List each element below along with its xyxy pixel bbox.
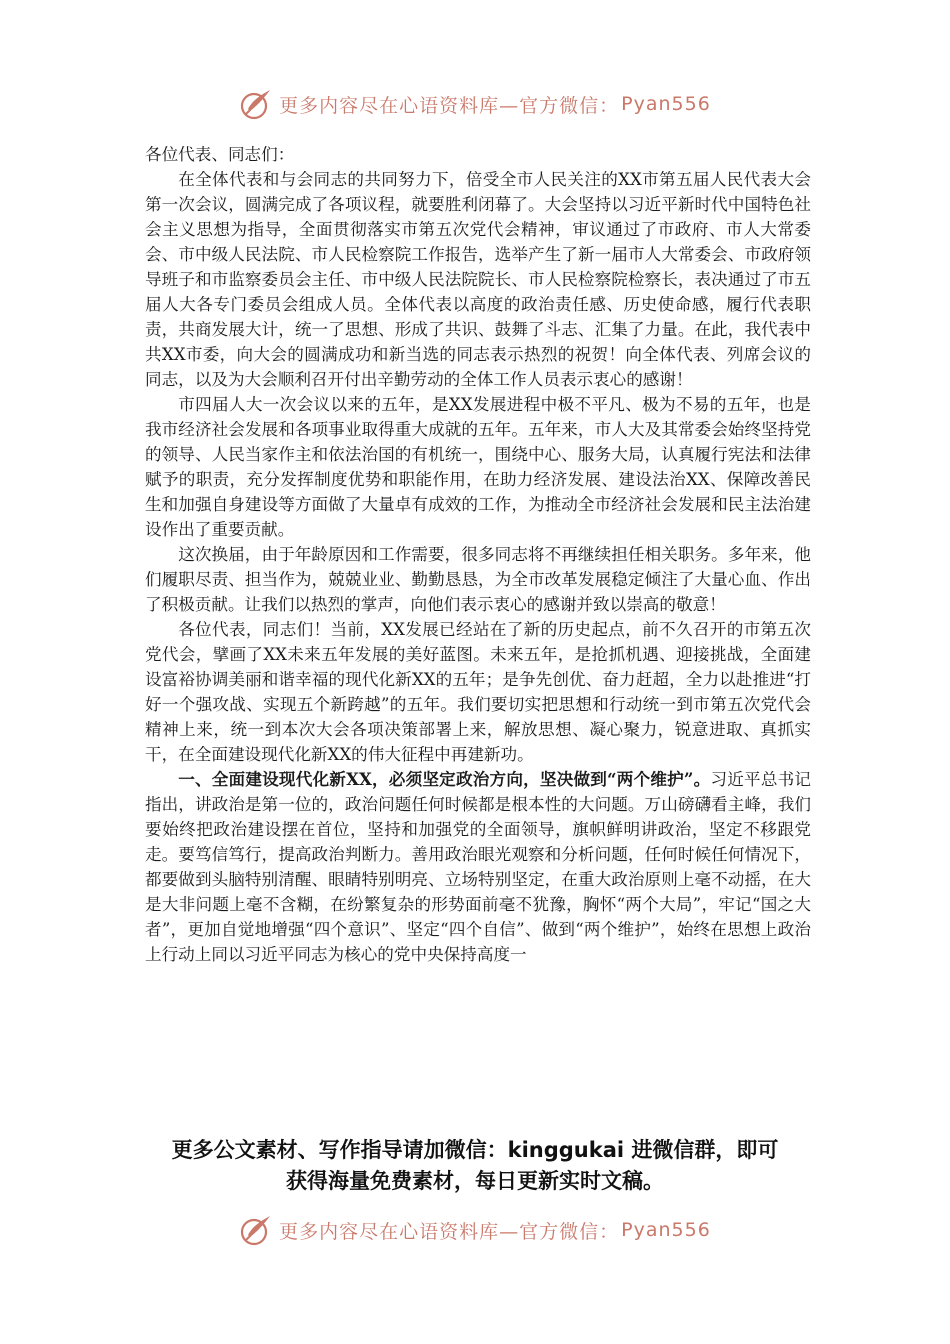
promo-notice xyxy=(0,1135,950,1197)
watermark-banner-bottom xyxy=(0,1210,950,1250)
paragraph-2: 市四届人大一次会议以来的五年，是XX发展进程中极不平凡、极为不易的五年，也是我市经济社会发展和各项事业取得重大成就的五年。五年来，市人大及其常委会始终坚持党的领导、人民当家作主和依法治国的有机统一，围绕中心、服务大局，认真履行宪法和法律赋予的职责，充分发挥制度优势和职能作用，在助力经济发展、建设法治XX、保障改善民生和加强自身建设等方面做了大量卓有成效的工作，为推动全市经济社会发展和民主法治建设作出了重要贡献。 xyxy=(145,395,811,539)
quill-seal-icon xyxy=(239,87,273,121)
section-body: 习近平总书记指出，讲政治是第一位的，政治问题任何时候都是根本性的大问题。万山磅礴看主峰，我们要始终把政治建设摆在首位，坚持和加强党的全面领导，旗帜鲜明讲政治，坚定不移跟党走。要笃信笃行，提高政治判断力。善用政治眼光观察和分析问题，任何时候任何情况下，都要做到头脑特别清醒、眼睛特别明亮、立场特别坚定，在重大政治原则上毫不动摇，在大是大非问题上毫不含糊，在纷繁复杂的形势面前毫不犹豫，胸怀“两个大局”，牢记“国之大者”，更加自觉地增强“四个意识”、坚定“四个自信”、做到“两个维护”，始终在思想上政治上行动上同以习近平同志为核心的党中央保持高度一 xyxy=(145,770,812,964)
section-heading: 一、全面建设现代化新XX，必须坚定政治方向，坚决做到“两个维护”。 xyxy=(178,769,711,789)
watermark-banner-top xyxy=(0,84,950,124)
paragraph-3: 这次换届，由于年龄原因和工作需要，很多同志将不再继续担任相关职务。多年来，他们履职尽责、担当作为，兢兢业业、勤勤恳恳，为全市改革发展稳定倾注了大量心血、作出了积极贡献。让我们以热烈的掌声，向他们表示衷心的感谢并致以崇高的敬意！ xyxy=(145,545,811,614)
salutation: 各位代表、同志们： xyxy=(145,145,295,164)
watermark-wechat-id: Pyan556 xyxy=(621,93,711,115)
section-1 xyxy=(145,767,811,967)
promo-line-1: 更多公文素材、写作指导请加微信：kinggukai 进微信群，即可 xyxy=(171,1138,779,1162)
watermark-text: 更多内容尽在心语资料库—官方微信： xyxy=(279,1220,620,1243)
promo-line-2: 获得海量免费素材，每日更新实时文稿。 xyxy=(286,1169,664,1193)
quill-seal-icon xyxy=(239,1213,273,1247)
watermark-text: 更多内容尽在心语资料库—官方微信： xyxy=(279,94,620,117)
document-body xyxy=(145,142,811,967)
paragraph-1: 在全体代表和与会同志的共同努力下，倍受全市人民关注的XX市第五届人民代表大会第一次会议，圆满完成了各项议程，就要胜利闭幕了。大会坚持以习近平新时代中国特色社会主义思想为指导，全面贯彻落实市第五次党代会精神，审议通过了市政府、市人大常委会、市中级人民法院、市人民检察院工作报告，选举产生了新一届市人大常委会、市政府领导班子和市监察委员会主任、市中级人民法院院长、市人民检察院检察长，表决通过了市五届人大各专门委员会组成人员。全体代表以高度的政治责任感、历史使命感，履行代表职责，共商发展大计，统一了思想、形成了共识、鼓舞了斗志、汇集了力量。在此，我代表中共XX市委，向大会的圆满成功和新当选的同志表示热烈的祝贺！向全体代表、列席会议的同志，以及为大会顺利召开付出辛勤劳动的全体工作人员表示衷心的感谢！ xyxy=(145,170,811,389)
paragraph-4: 各位代表，同志们！当前，XX发展已经站在了新的历史起点，前不久召开的市第五次党代会，擘画了XX未来五年发展的美好蓝图。未来五年，是抢抓机遇、迎接挑战，全面建设富裕协调美丽和谐幸福的现代化新XX的五年；是争先创优、奋力赶超，全力以赴推进“打好一个强攻战、实现五个新跨越”的五年。我们要切实把思想和行动统一到市第五次党代会精神上来，统一到本次大会各项决策部署上来，解放思想、凝心聚力，锐意进取、真抓实干，在全面建设现代化新XX的伟大征程中再建新功。 xyxy=(145,620,811,764)
watermark-wechat-id: Pyan556 xyxy=(621,1219,711,1241)
